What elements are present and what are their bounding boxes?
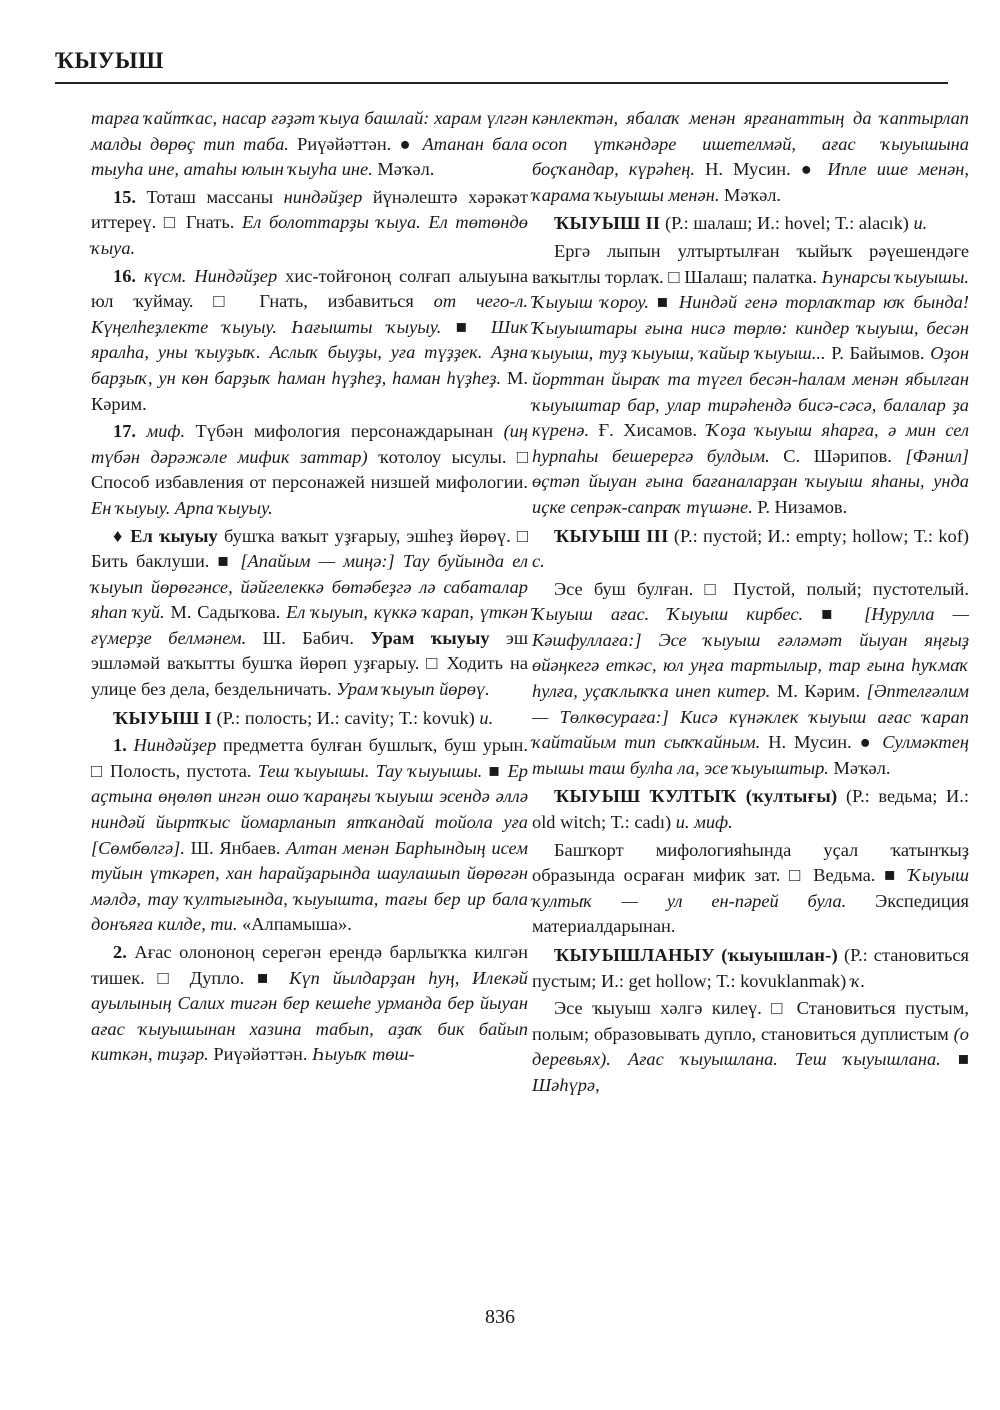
text-run: 17. [113, 421, 136, 442]
example-text: ниндәйҙер [283, 186, 363, 207]
example-text: [Әптелғәлим — Төлкөсураға:] Кисә күнәклек ҡыуыш ағас ҡарап ҡайтайым тип сыҡҡайным. [532, 681, 969, 753]
text-run: «Алпамыша». [237, 914, 352, 935]
text-run: предметта булған бушлыҡ, буш урын. □ Полость, пустота. [91, 735, 528, 781]
headword: ҠЫУЫШ III [554, 525, 669, 546]
text-run: Риүәйәттән. [208, 1044, 313, 1065]
example-text: ҡ. [850, 970, 866, 991]
text-run: М. Садыҡова. [164, 602, 287, 623]
dictionary-paragraph [91, 185, 528, 262]
example-text: Ҡыуыш ағас. Ҡыуыш кирбес. [532, 604, 804, 625]
text-run: Башҡорт мифологияһында уҫал ҡатынҡыҙ образында осраған мифик зат. □ Ведьма. ■ [532, 839, 969, 886]
text-run: (Р.: шалаш; И.: hovel; Т.: alacık) [660, 213, 914, 234]
example-text: күсм. Ниндәйҙер [136, 265, 278, 286]
text-run: 16. [113, 265, 136, 286]
dictionary-paragraph [532, 996, 969, 1098]
example-text: кәнлектән, ябалаҡ менән ярғанаттың да ҡаптырлап осоп үткәндәре ишетелмәй, ағас ҡыуышына боҫҡандар, күрәһең. [532, 108, 969, 180]
example-text: тарға ҡайтҡас, насар ғәҙәт ҡыуа башлай: харам үлгән малды дөрөç тип таба. [91, 108, 528, 154]
example-text: Сулмәктең тышы таш булһа ла, эсе ҡыуыштыр. [532, 732, 969, 778]
dictionary-paragraph [91, 106, 528, 183]
example-text: Ер аҫтына өңөлөп ингән ошо ҡараңғы ҡыуыш эсендә әллә ниндәй йыртҡыс йомарланып ятҡандай тойола уға [Сөмбөлгә]. [91, 760, 528, 858]
text-run: Экспедиция материалдарынан. [532, 890, 969, 937]
text-run: ■ [940, 1049, 969, 1070]
dictionary-paragraph [532, 106, 969, 208]
headword: ҠЫУЫШ I [113, 707, 212, 728]
text-run: Ергә лыпын ултыртылған ҡыйыҡ рәүешендәге ваҡытлы торлаҡ. □ Шалаш; палатка. [532, 240, 969, 287]
dictionary-paragraph [91, 940, 528, 1068]
example-text: (о деревьях). Ағас ҡыуышлана. Теш ҡыуышлана. [532, 1023, 969, 1070]
example-text: Ҡыуыш ҡултыҡ — ул ен-пәрей була. [532, 865, 969, 911]
text-run: Н. Мусин. ● [760, 732, 883, 753]
text-run: Мәҡәл. [828, 757, 891, 778]
dictionary-paragraph [91, 264, 528, 418]
example-text: Оҙон йорттан йыраҡ та түгел бесән-һалам менән ябылған ҡыуыштар бар, улар тирәһендә бисә-сәсә, балалар ҙа күренә. [532, 343, 969, 441]
example-text: Ниндәйҙер [126, 735, 217, 756]
text-run: Р. Байымов. [825, 343, 931, 364]
text-run: хис-тойғоноң солғап алыуына юл ҡуймау. □ Гнать, избавиться [91, 265, 528, 312]
dictionary-paragraph [91, 419, 528, 521]
text-run: Ағас олононоң серегән ерендә барлыҡҡа килгән тишек. □ Дупло. ■ [91, 942, 528, 988]
text-run: (Р.: ведьма; И.: old witch; Т.: cadı) [532, 786, 969, 833]
text-run: Түбән мифология персонаждарынан [185, 421, 504, 442]
text-run: 1. [113, 735, 127, 756]
dictionary-entry-heading [532, 784, 969, 835]
text-run: Эсе ҡыуыш хәлгә килеү. □ Становиться пустым, полым; образовывать дупло, становиться дуплистым [532, 998, 969, 1044]
text-run: С. Шәрипов. [769, 445, 906, 466]
dictionary-entry-heading [91, 706, 528, 732]
text-run: ■ [649, 292, 679, 313]
left-column [91, 106, 528, 1070]
dictionary-paragraph [532, 577, 969, 782]
text-run: Мәҡәл. [719, 184, 782, 205]
text-run: Ш. Бабич. [246, 627, 371, 648]
dictionary-paragraph [91, 524, 528, 703]
text-run: (Р.: становиться пустым; И.: get hollow; Т.: kovuklanmak) [532, 945, 969, 991]
text-run: ♦ [113, 525, 131, 546]
dictionary-paragraph [91, 733, 528, 938]
example-text: и. [913, 213, 928, 234]
example-text: Ҡоҙа ҡыуыш яһарға, ә мин сел һурпаһы бешерергә булдым. [532, 420, 969, 466]
text-run: Р. Низамов. [752, 496, 848, 517]
text-run: М. Кәрим. [91, 367, 528, 414]
text-run: 2. [113, 942, 127, 962]
dictionary-entry-heading [532, 211, 969, 237]
text-run: ■ [441, 316, 492, 337]
text-run: Мәҡәл. [372, 159, 435, 180]
example-text: Шик яралһа, уны ҡыуҙыҡ. Аслыҡ быуҙы, уға түҙҙек. Аҙна барҙыҡ, ун көн барҙыҡ һаман һүҙһеҙ, һаман һүҙһеҙ. [91, 316, 528, 388]
example-text: [Нурулла — Кәшфуллаға:] Эсе ҡыуыш ғәләмәт йыуан яңғыҙ өйәңкегә еткәс, юл уңға тартылыр, тар ғына һуҡмаҡ һулға, уҫаҡлыҡҡа инеп китер. [532, 604, 969, 702]
example-text: Теш ҡыуышы. Тау ҡыуышы. [257, 760, 483, 781]
dictionary-entry-heading [532, 524, 969, 575]
dictionary-paragraph [532, 838, 969, 940]
running-head: ҠЫУЫШ [55, 48, 164, 73]
headword: ҠЫУЫШ ҠУЛТЫҠ (ҡултығы) [554, 786, 838, 807]
example-text: и. миф. [675, 812, 733, 833]
right-column [532, 106, 969, 1101]
example-text: [Апайым — миңә:] Тау буйында ел ҡыуып йөрөгәнсе, йәйгелеккә бөтәбеҙгә лә сабаталар яһап ҡуй. [91, 551, 528, 623]
text-run: ҡотолоу ысулы. □ Способ избавления от персонажей низшей мифологии. [91, 446, 528, 493]
example-text: Шәһүрә, [532, 1074, 600, 1095]
text-run: бушҡа ваҡыт уҙғарыу, эшһеҙ йөрөү. □ Бить баклуши. ■ [91, 525, 528, 572]
example-text: Ипле ише менән, ҡарама ҡыуышы менән. [532, 159, 969, 205]
headword: ҠЫУЫШ II [554, 213, 661, 234]
text-run: йүнәлештә хәрәкәт иттереү. □ Гнать. [91, 186, 528, 233]
example-text: от чего-л. Күңелһеҙлекте ҡыуыу. Һағышты ҡыуыу. [91, 291, 528, 337]
text-run: (Р.: полость; И.: cavity; Т.: kovuk) [211, 707, 480, 728]
example-text: Ниндәй генә торлаҡтар юҡ бында! Ҡыуыштары ғына нисә төрлө: киндер ҡыуыш, бесән ҡыуыш, туҙ ҡыуыш, ҡайыр ҡыуыш... [532, 292, 969, 364]
dictionary-paragraph [532, 239, 969, 521]
example-text: Алтан менән Барһындың исем туйын үткәреп, хан һарайҙарында шаулашып йөрөгән мәлдә, тау ҡултығында, ҡыуышта, тағы бер ир бала донъяға килде, ти. [91, 837, 528, 935]
example-text: (иң түбән дәрәжәле мифик заттар) [91, 421, 529, 467]
example-text: миф. [136, 421, 186, 442]
example-text: Ел ҡыуып, күккә ҡарап, үткән ғүмерҙе белмәнем. [91, 602, 528, 648]
example-text: Һыуыҡ төш- [312, 1044, 415, 1065]
example-text: Урам ҡыуып йөрөү. [336, 679, 490, 700]
example-text: и. [479, 707, 494, 728]
example-text: Атанан бала тыуһа ине, атаһы юлын ҡыуһа ине. [91, 133, 529, 180]
dictionary-entry-heading [532, 943, 969, 994]
text-run: (Р.: пустой; И.: empty; hollow; Т.: kof) [668, 525, 969, 546]
text-run: Эсе буш булған. □ Пустой, полый; пустотелый. [554, 578, 969, 599]
text-run: Риүәйәттән. ● [288, 133, 423, 154]
page-number: 836 [485, 1306, 515, 1328]
example-text: Ел болоттарҙы ҡыуа. Ел төтөндө ҡыуа. [91, 212, 528, 258]
headword: ҠЫУЫШЛАНЫУ (ҡыуышлан-) [554, 945, 839, 965]
text-run: 15. [113, 186, 136, 207]
text-run: Тоташ массаны [136, 186, 284, 207]
example-text: [Фәнил] өҫтәп йыуан ғына бағаналарҙан ҡыуыш яһаны, унда иҫке сепрәк-сапраҡ түшәне. [532, 445, 969, 517]
header-rule [55, 82, 948, 84]
text-run: Ел ҡыуыу [130, 525, 218, 546]
text-run: ■ [803, 604, 865, 625]
text-run: ■ [482, 760, 508, 781]
text-run: М. Кәрим. [770, 681, 867, 702]
text-run: Ғ. Хисамов. [589, 420, 707, 441]
text-run: эш эшләмәй ваҡытты бушҡа йөрөп уҙғарыу. □ Ходить на улице без дела, бездельничать. [91, 627, 528, 700]
text-run: Урам ҡыуыу [370, 627, 490, 648]
example-text: Күп йылдарҙан һуң, Илекәй ауылының Салих тигән бер кешеһе урманда бер йыуан ағас ҡыуышынан хазина табып, аҙаҡ бик байып киткән, тиҙәр. [91, 967, 528, 1065]
text-run: Н. Мусин. ● [695, 159, 828, 180]
example-text: Ен ҡыуыу. Арпа ҡыуыу. [91, 497, 273, 518]
example-text: Һунарсы ҡыуышы. Ҡыуыш ҡороу. [532, 266, 969, 313]
text-run: Ш. Янбаев. [184, 837, 287, 858]
example-text: с. [532, 551, 545, 572]
